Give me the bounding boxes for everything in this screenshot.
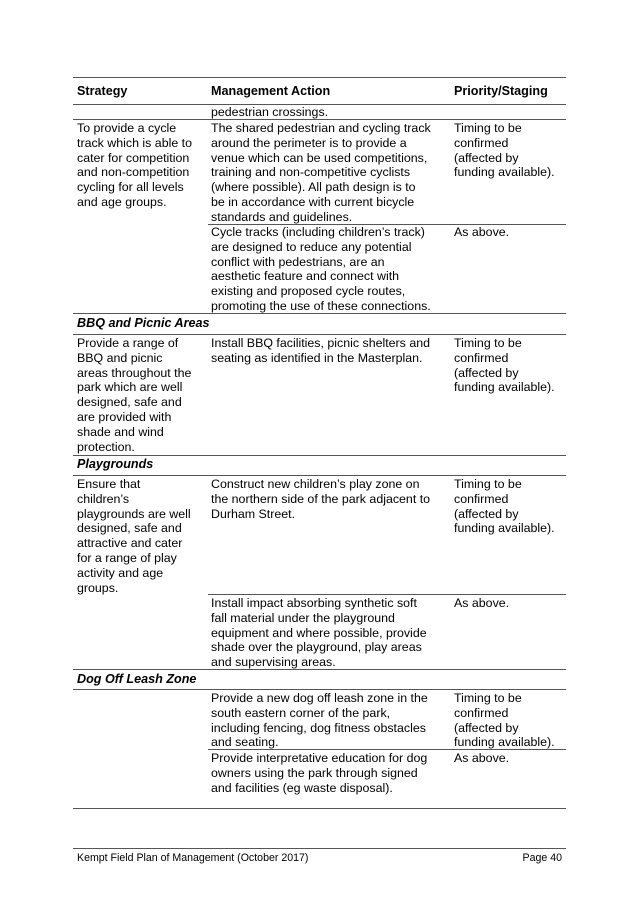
dog-action-2: Provide interpretative education for dog owners using the park through signed and facilities (eg waste disposal). (211, 751, 428, 795)
header-management-action: Management Action (211, 84, 331, 98)
bbq-action-1: Install BBQ facilities, picnic shelters and seating as identified in the Masterplan. (211, 336, 430, 365)
cycle-strategy: To provide a cycle track which is able to cater for competition and non-competition cycling for all levels and age groups. (77, 121, 193, 209)
row-divider (73, 455, 566, 456)
section-heading-dog-off-leash: Dog Off Leash Zone (77, 672, 197, 686)
bbq-priority-1: Timing to be confirmed (affected by funding available). (454, 336, 555, 395)
continued-action: pedestrian crossings. (211, 105, 329, 119)
cycle-action-2: Cycle tracks (including children’s track) are designed to reduce any potential conflict with pedestrians, are an aesthetic feature and connect with existing and proposed cycle routes, promoting the use of these connections. (211, 225, 431, 313)
playgrounds-action-1: Construct new children’s play zone on the northern side of the park adjacent to Durham Street. (211, 477, 431, 521)
row-divider (208, 594, 566, 595)
playgrounds-priority-1: Timing to be confirmed (affected by funding available). (454, 477, 555, 536)
cycle-priority-2: As above. (454, 225, 510, 239)
row-divider (73, 689, 566, 690)
header-strategy: Strategy (77, 84, 128, 98)
row-divider (73, 313, 566, 314)
playgrounds-strategy: Ensure that children’s playgrounds are well designed, safe and attractive and cater for a range of play activity and age groups. (77, 477, 191, 595)
dog-action-1: Provide a new dog off leash zone in the south eastern corner of the park, including fencing, dog fitness obstacles and seating. (211, 691, 428, 750)
table-top-rule (73, 77, 566, 78)
section-heading-playgrounds: Playgrounds (77, 457, 154, 471)
bbq-strategy: Provide a range of BBQ and picnic areas throughout the park which are well designed, safe and are provided with shade and wind protection. (77, 336, 192, 454)
footer-page-number: Page 40 (522, 852, 562, 864)
playgrounds-action-2: Install impact absorbing synthetic soft fall material under the playground equipment and where possible, provide shade over the playground, play areas and supervising areas. (211, 596, 427, 670)
cycle-action-1: The shared pedestrian and cycling track around the perimeter is to provide a venue which can be used competitions, training and non-competitive cyclists (where possible). All path design is to be in accordance with current bicycle standards and guidelines. (211, 121, 431, 224)
row-divider (208, 749, 566, 750)
section-heading-bbq: BBQ and Picnic Areas (77, 316, 210, 330)
row-divider (73, 475, 566, 476)
playgrounds-priority-2: As above. (454, 596, 510, 610)
table-bottom-rule (73, 808, 566, 809)
cycle-priority-1: Timing to be confirmed (affected by funding available). (454, 121, 555, 180)
row-divider (73, 119, 566, 120)
dog-priority-1: Timing to be confirmed (affected by funding available). (454, 691, 555, 750)
footer-rule (73, 848, 566, 849)
footer-document-title: Kempt Field Plan of Management (October 2017) (77, 852, 309, 864)
row-divider (73, 669, 566, 670)
header-priority-staging: Priority/Staging (454, 84, 548, 98)
dog-priority-2: As above. (454, 751, 510, 765)
row-divider (73, 334, 566, 335)
